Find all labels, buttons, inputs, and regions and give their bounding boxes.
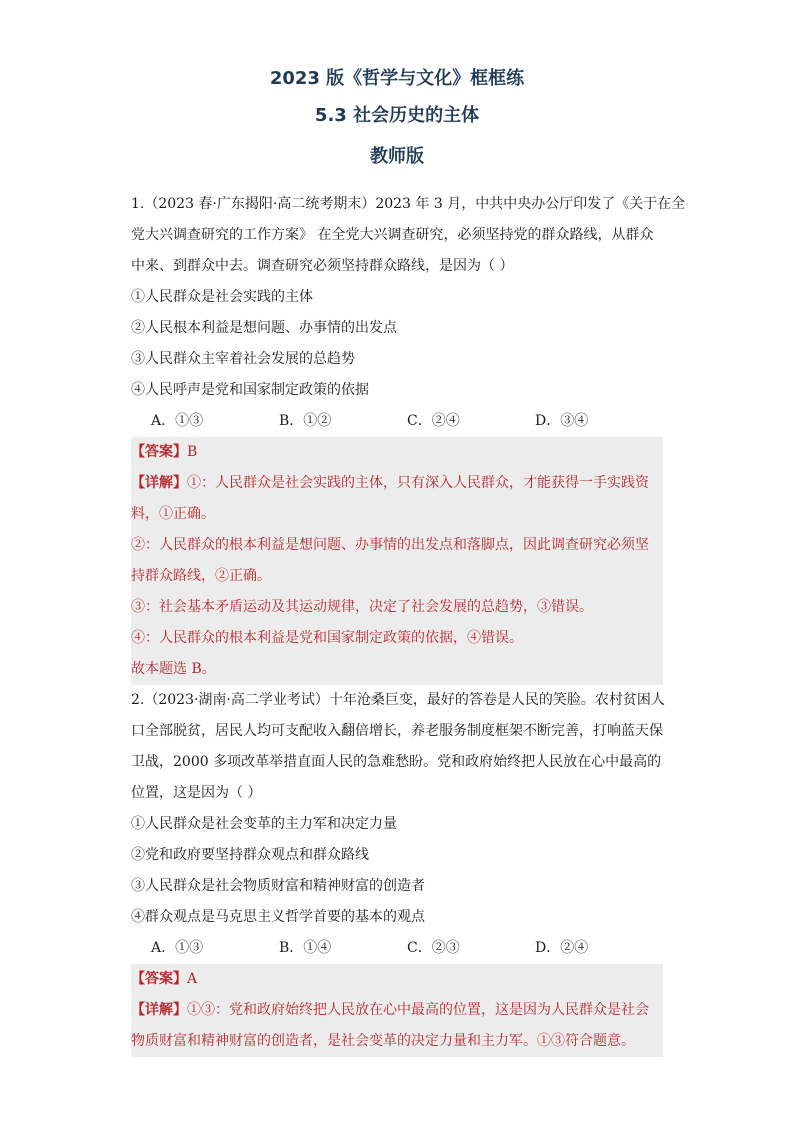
statement: ①人民群众是社会变革的主力军和决定力量: [131, 816, 397, 832]
options-row: [131, 933, 663, 964]
detail-line: ③：社会基本矛盾运动及其运动规律，决定了社会发展的总趋势，③错误。: [131, 599, 593, 615]
question-2: [131, 685, 663, 1057]
question-stem-line: 卫战，2000 多项改革举措直面人民的急难愁盼。党和政府始终把人民放在心中最高的: [131, 754, 662, 770]
detail-tag: 【详解】: [131, 475, 187, 491]
answer-tag: 【答案】: [131, 444, 187, 460]
statement: ③人民群众主宰着社会发展的总趋势: [131, 351, 355, 367]
option-a: A．①③: [151, 413, 204, 429]
answer-tag: 【答案】: [131, 971, 187, 987]
option-c: C．②④: [407, 413, 460, 429]
answer-line: [131, 437, 663, 468]
conclusion-line: 故本题选 B。: [131, 661, 216, 677]
statement: ④人民呼声是党和国家制定政策的依据: [131, 382, 369, 398]
statement: ④群众观点是马克思主义哲学首要的基本的观点: [131, 909, 425, 925]
detail-tag: 【详解】: [131, 1002, 187, 1018]
title-block: [0, 66, 794, 170]
question-stem-line: 1.（2023 春·广东揭阳·高二统考期末）2023 年 3 月，中共中央办公厅印发了《关于在全: [131, 196, 686, 212]
detail-text: ①③：党和政府始终把人民放在心中最高的位置，这是因为人民群众是社会: [187, 1002, 649, 1018]
option-b: B．①④: [279, 940, 332, 956]
question-stem-line: 口全部脱贫，居民人均可支配收入翻倍增长，养老服务制度框架不断完善，打响蓝天保: [131, 723, 663, 739]
answer-line: [131, 964, 663, 995]
detail-line: [131, 468, 663, 499]
answer-value: B: [187, 444, 198, 460]
detail-line: [131, 995, 663, 1026]
detail-line: ④：人民群众的根本利益是党和国家制定政策的依据，④错误。: [131, 630, 523, 646]
option-c: C．②③: [407, 940, 460, 956]
answer-value: A: [187, 971, 198, 987]
option-b: B．①②: [279, 413, 332, 429]
answer-box: [131, 437, 663, 685]
statement: ②人民根本利益是想问题、办事情的出发点: [131, 320, 397, 336]
detail-line: 物质财富和精神财富的创造者，是社会变革的决定力量和主力军。①③符合题意。: [131, 1033, 635, 1049]
answer-box: [131, 964, 663, 1057]
detail-line: ②：人民群众的根本利益是想问题、办事情的出发点和落脚点，因此调查研究必须坚: [131, 537, 649, 553]
document-title: 2023 版《哲学与文化》框框练: [269, 68, 525, 89]
question-stem-line: 中来、到群众中去。调查研究必须坚持群众路线，是因为（ ）: [131, 258, 514, 274]
option-a: A．①③: [151, 940, 204, 956]
edition-label: 教师版: [370, 146, 424, 167]
statement: ②党和政府要坚持群众观点和群众路线: [131, 847, 369, 863]
question-stem-line: 党大兴调查研究的工作方案》 在全党大兴调查研究，必须坚持党的群众路线，从群众: [131, 227, 654, 243]
question-1: [131, 189, 686, 685]
detail-line: 持群众路线，②正确。: [131, 568, 271, 584]
statement: ①人民群众是社会实践的主体: [131, 289, 313, 305]
option-d: D．②④: [535, 940, 589, 956]
detail-line: 料，①正确。: [131, 506, 215, 522]
option-d: D．③④: [535, 413, 589, 429]
question-stem-line: 2.（2023·湖南·高二学业考试）十年沧桑巨变，最好的答卷是人民的笑脸。农村贫困人: [131, 692, 665, 708]
statement: ③人民群众是社会物质财富和精神财富的创造者: [131, 878, 425, 894]
section-title: 5.3 社会历史的主体: [314, 105, 480, 126]
detail-text: ①：人民群众是社会实践的主体，只有深入人民群众，才能获得一手实践资: [187, 475, 649, 491]
question-stem-line: 位置，这是因为（ ）: [131, 785, 262, 801]
question-list: [131, 189, 686, 1057]
options-row: [131, 406, 663, 437]
